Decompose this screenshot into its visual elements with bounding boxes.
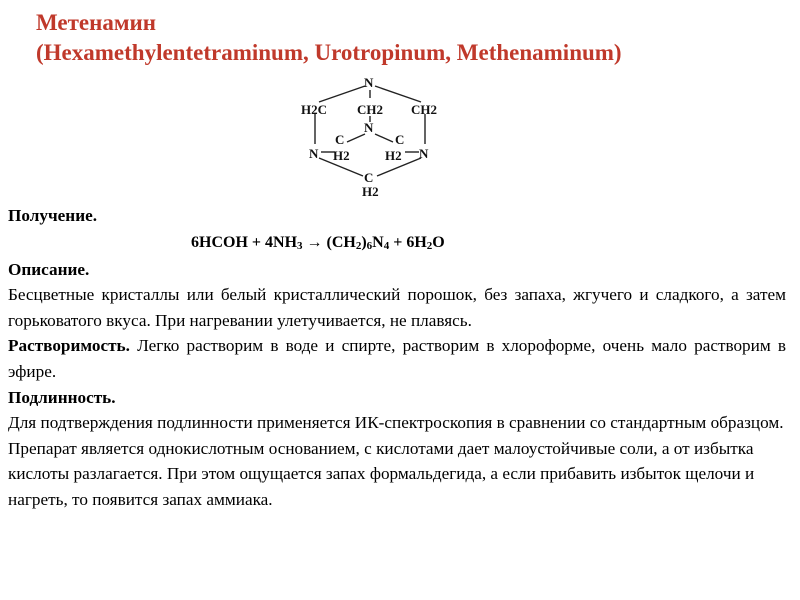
identity-heading: Подлинность. [8, 387, 116, 407]
eq-product: O [432, 233, 445, 251]
atom-c-left: C [335, 132, 345, 147]
atom-h2c-left: H2C [301, 102, 327, 117]
atom-ch2-center: CH2 [357, 102, 383, 117]
solubility-text: Легко растворим в воде и спирте, растворим в хлороформе, очень мало растворим в эфире. [8, 336, 786, 381]
eq-sub: 2 [355, 239, 362, 252]
atom-n-left: N [309, 146, 319, 161]
atom-n-right: N [419, 146, 429, 161]
title-line-2: (Hexamethylentetraminum, Urotropinum, Methenaminum) [36, 40, 622, 65]
title-line-1: Метенамин [36, 10, 157, 35]
atom-n-center: N [364, 120, 374, 135]
eq-product: N [372, 233, 384, 251]
eq-sub: 2 [426, 239, 433, 252]
atom-c-right: C [395, 132, 405, 147]
solubility-paragraph [8, 333, 786, 384]
structural-formula [295, 72, 445, 202]
eq-product: + 6H [393, 233, 427, 251]
atom-h2-bottom: H2 [362, 184, 379, 199]
identity-text-1: Для подтверждения подлинности применяется ИК-спектроскопия в сравнении со стандартным образцом. [8, 413, 784, 433]
eq-sub: 6 [366, 239, 373, 252]
identity-text-2: Препарат является однокислотным основанием, с кислотами дает малоустойчивые соли, а от избытка кислоты разлагается. При этом ощущается запах формальдегида, а если прибавить избыток щелочи и нагреть, то появится запах аммиака. [8, 438, 755, 509]
atom-c-bottom: C [364, 170, 374, 185]
description-text: Бесцветные кристаллы или белый кристаллический порошок, без запаха, жгучего и сладкого, а затем горьковатого вкуса. При нагревании улетучивается, не плавясь. [8, 285, 786, 330]
eq-arrow: → [306, 233, 323, 251]
eq-product: ) [361, 233, 367, 251]
description-heading: Описание. [8, 259, 90, 279]
eq-sub: 4 [383, 239, 390, 252]
atom-h2-left: H2 [333, 148, 350, 163]
solubility-heading: Растворимость. [8, 336, 130, 356]
slide-title [36, 8, 622, 68]
eq-sub: 3 [297, 239, 303, 252]
eq-product: (CH [326, 233, 356, 251]
preparation-heading: Получение. [8, 206, 98, 225]
reaction-equation [8, 229, 786, 257]
atom-n-top: N [364, 75, 374, 90]
content-body [8, 203, 786, 513]
eq-reactants: 6HCOH + 4NH [191, 233, 298, 251]
atom-ch2-right: CH2 [411, 102, 437, 117]
atom-h2-right: H2 [385, 148, 402, 163]
